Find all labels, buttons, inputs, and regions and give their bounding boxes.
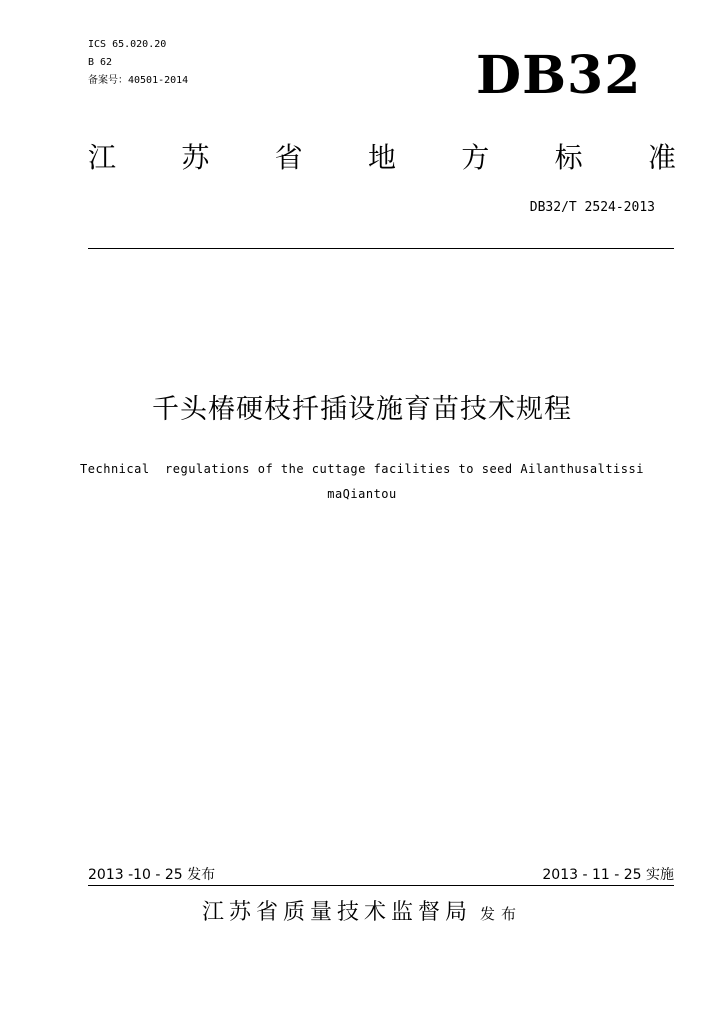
publish-date: 2013 -10 - 25 发布 [88, 867, 216, 883]
ics-number: ICS 65.020.20 [88, 39, 167, 50]
issuer-action: 发布 [480, 905, 523, 923]
standard-type-char: 方 [461, 141, 490, 174]
footer-divider [88, 885, 674, 886]
classification-code: B 62 [88, 57, 113, 68]
document-title-cn: 千头椿硬枝扦插设施育苗技术规程 [152, 394, 572, 425]
header-divider [88, 248, 674, 249]
issuer-name: 江苏省质量技术监督局 [201, 900, 472, 925]
issuer [0, 898, 724, 929]
document-title-en [62, 457, 662, 507]
standard-type-char: 标 [554, 141, 583, 174]
standard-type-char: 省 [274, 141, 303, 174]
standard-type-char: 江 [88, 141, 117, 174]
standard-type-heading [88, 140, 676, 176]
implement-date: 2013 - 11 - 25 实施 [542, 867, 674, 883]
standard-type-char: 准 [647, 141, 676, 174]
db32-logo: DB32 [476, 45, 642, 106]
title-en-line2: maQiantou [327, 487, 397, 501]
title-en-line1: Technical regulations of the cuttage facilities to seed Ailanthusaltissi [80, 462, 644, 476]
record-number: 备案号：40501-2014 [88, 75, 189, 86]
standard-type-char: 地 [367, 141, 396, 174]
standard-code: DB32/T 2524-2013 [529, 200, 655, 215]
standard-type-char: 苏 [181, 141, 210, 174]
